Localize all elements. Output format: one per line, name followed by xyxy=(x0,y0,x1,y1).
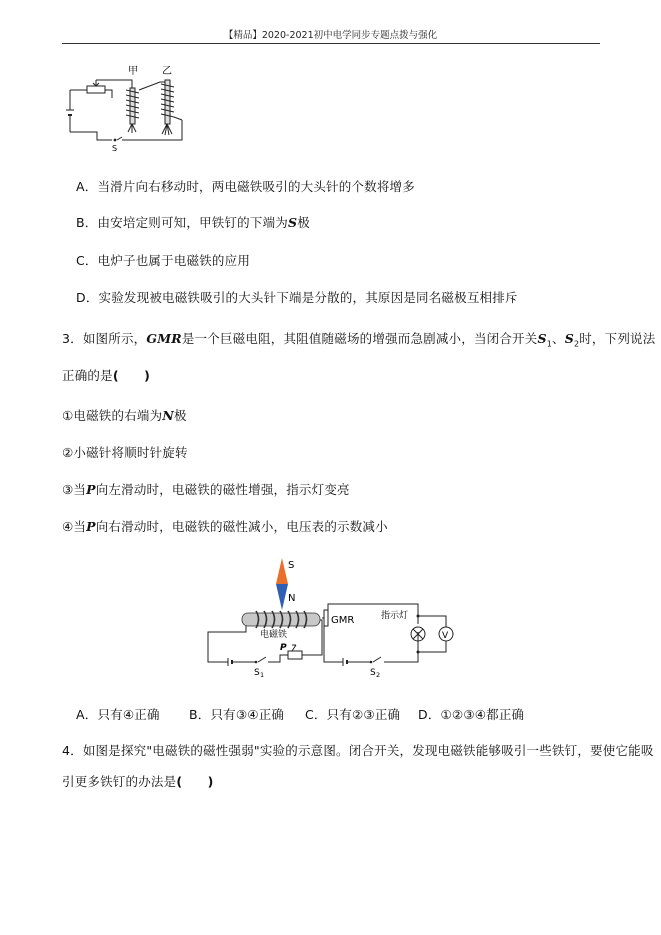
label-voltmeter: V xyxy=(442,631,449,641)
junction-bottom xyxy=(417,651,420,654)
q3-stem-middle: 是一个巨磁电阻，其阻值随磁场的增强而急剧减小，当闭合开关 xyxy=(181,331,538,346)
q4-stem-line2 xyxy=(62,772,214,790)
label-switch-s2-sub: 2 xyxy=(376,671,381,679)
label-compass-s: S xyxy=(288,560,295,571)
q3-option-b: B．只有③④正确 xyxy=(189,707,285,722)
q3-statement-1-bold: N xyxy=(162,408,174,423)
q3-gmr: GMR xyxy=(146,331,182,346)
q3-statement-1 xyxy=(62,406,187,424)
q3-statement-2-text: ②小磁针将顺时针旋转 xyxy=(62,445,188,460)
label-slider-p: P xyxy=(280,643,287,653)
label-compass-n: N xyxy=(288,593,296,604)
q3-stem-line2 xyxy=(62,366,150,384)
q3-option-a: A．只有④正确 xyxy=(76,707,160,722)
figure-electromagnets-circuit xyxy=(62,60,192,155)
q3-answer-bracket: ( ) xyxy=(112,368,151,383)
q2-option-a: A．当滑片向右移动时，两电磁铁吸引的大头针的个数将增多 xyxy=(76,179,415,194)
q4-answer-bracket: ( ) xyxy=(176,774,214,789)
label-indicator-lamp: 指示灯 xyxy=(381,611,409,621)
q2-option-b-text: B．由安培定则可知，甲铁钉的下端为 xyxy=(76,215,288,230)
q3-stem-suffix: 时，下列说法 xyxy=(579,331,656,346)
q3-s2-sub: 2 xyxy=(573,339,580,349)
q2-option-b-pole: S xyxy=(287,215,298,230)
q3-statement-4-suffix: 向右滑动时，电磁铁的磁性减小，电压表的示数减小 xyxy=(95,519,388,534)
q2-option-b-suffix: 极 xyxy=(297,215,310,230)
label-switch-s2: S xyxy=(370,668,376,678)
q3-statement-3-text: ③当 xyxy=(62,482,87,497)
q2-option-c: C．电炉子也属于电磁铁的应用 xyxy=(76,253,251,268)
compass-south-half xyxy=(276,558,288,584)
q3-option-d: D．①②③④都正确 xyxy=(418,707,525,722)
label-yi: 乙 xyxy=(162,66,172,77)
q4-stem-line2-text: 引更多铁钉的办法是 xyxy=(62,774,177,789)
switch-s1-contact xyxy=(255,661,258,664)
q2-option-b xyxy=(76,213,310,231)
q3-option-c: C．只有②③正确 xyxy=(305,707,401,722)
compass-north-half xyxy=(276,584,288,610)
q3-statement-3-bold: P xyxy=(86,482,96,497)
q3-statement-4-text: ④当 xyxy=(62,519,87,534)
q3-statement-4-bold: P xyxy=(86,519,96,534)
q3-sep: 、 xyxy=(552,331,565,346)
page-header: 【精品】2020-2021初中电学同步专题点拨与强化 xyxy=(223,30,438,41)
q3-s1: S xyxy=(537,331,547,346)
label-switch-s: S xyxy=(112,144,118,153)
figure-gmr-circuit xyxy=(200,552,470,687)
q3-stem-prefix: 3．如图所示， xyxy=(62,331,147,346)
q3-statement-1-text: ①电磁铁的右端为 xyxy=(62,408,163,423)
label-jia: 甲 xyxy=(128,66,138,77)
q3-options-row xyxy=(76,705,536,723)
q3-s1-sub: 1 xyxy=(546,339,552,349)
label-switch-s1: S xyxy=(254,668,260,678)
junction-top xyxy=(417,615,420,618)
q4-stem-line1: 4．如图是探究"电磁铁的磁性强弱"实验的示意图。闭合开关，发现电磁铁能够吸引一些铁钉，要使它能吸 xyxy=(62,743,654,758)
q3-stem-line1 xyxy=(62,329,655,349)
q3-statement-4 xyxy=(62,517,388,535)
q3-s2: S xyxy=(564,331,574,346)
q3-statement-2 xyxy=(62,443,188,461)
q3-statement-3-suffix: 向左滑动时，电磁铁的磁性增强，指示灯变亮 xyxy=(95,482,350,497)
q2-option-d: D．实验发现被电磁铁吸引的大头针下端是分散的，其原因是同名磁极互相排斥 xyxy=(76,290,518,305)
q3-stem-line2-text: 正确的是 xyxy=(62,368,113,383)
header-rule xyxy=(62,43,600,44)
label-switch-s1-sub: 1 xyxy=(260,671,265,679)
label-electromagnet: 电磁铁 xyxy=(260,630,288,640)
q3-statement-1-suffix: 极 xyxy=(173,408,187,423)
q3-statement-3 xyxy=(62,480,350,498)
label-gmr: GMR xyxy=(331,615,355,626)
switch-s2-contact xyxy=(370,661,373,664)
switch-contact xyxy=(114,139,117,142)
